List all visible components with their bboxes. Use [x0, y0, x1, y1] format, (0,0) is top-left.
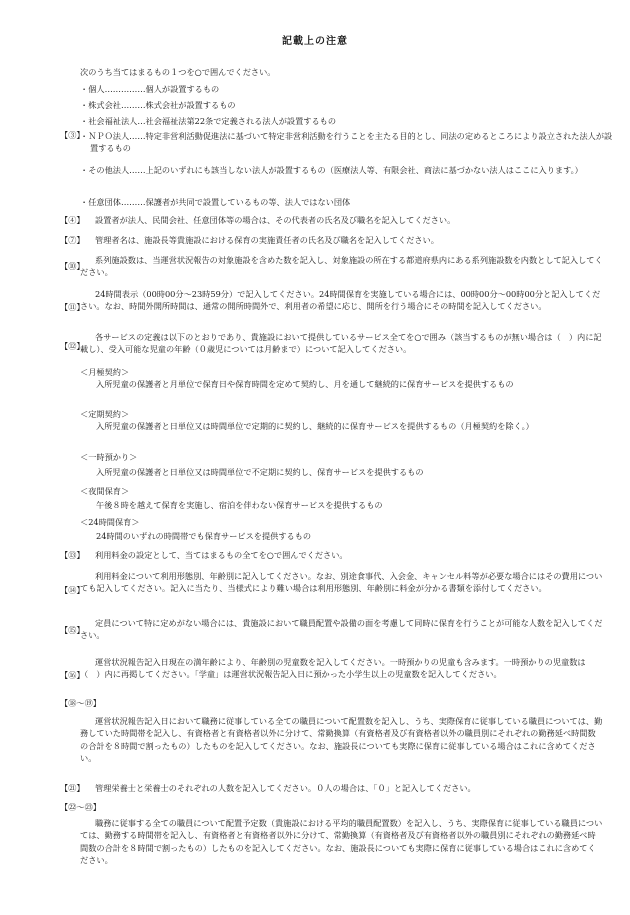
section-16-text: 運営状況報告記入日現在の満年齢により、年齢別の児童数を記入してください。一時預かりの児童も含みます。一時預かりの児童数は（ ）内に再掲してください。「学童」は運営状況報告記入日に預かった小学生以上の児童数を記入してください。 [80, 657, 586, 680]
section-3-item: ・社会福祉法人…社会福祉法第22条で定義される法人が設置するもの [80, 116, 337, 126]
section-label-11: 【⑪】 [60, 302, 85, 312]
section-11-text: 24時間表示（00時00分～23時59分）で記入してください。24時間保育を実施している場合には、00時00分～00時00分と記入してください。なお、時間外開所時間は、通常の開所時間外で、利用者の希望に応じ、開所を行う場合にその時間を記入してください。 [80, 289, 601, 312]
section-3-item: ・任意団体………保護者が共同で設置しているもの等、法人ではない団体 [80, 197, 351, 207]
definition-body: 入所児童の保護者と月単位で保育日や保育時間を定めて契約し、月を通して継続的に保育サービスを提供するもの [96, 379, 514, 389]
section-label-15: 【⑮】 [60, 625, 85, 635]
section-3-item: ・その他法人……上記のいずれにも該当しない法人が設置するもの（医療法人等、有限会社、商法に基づかない法人はここに入ります。） [80, 165, 583, 175]
definition-body: 入所児童の保護者と日単位又は時間単位で不定期に契約し、保育サービスを提供するもの [96, 467, 424, 477]
section-22-23-text: 職務に従事する全ての職員について配置予定数（貴施設における平均的職員配置数）を記入し、うち、実際保育に従事している職員については、勤務する時間帯を記入し、有資格者と有資格者以外に分けて、常勤換算（有資格者及び有資格者以外の職員別にそれぞれの勤務延べ時間数の合計を８時間で割ったもの）したものを記入してください。なお、施設長についても実際に保育に従事している場合はこれに含めてください。 [80, 818, 603, 866]
section-7-text: 管理者名は、施設長等貴施設における保育の実施責任者の氏名及び職名を記入してください。 [95, 235, 439, 245]
definition-heading: ＜定期契約＞ [80, 409, 130, 419]
definition-body: 午後８時を越えて保育を実施し、宿泊を伴わない保育サービスを提供するもの [96, 500, 383, 510]
definition-heading: ＜月極契約＞ [80, 367, 130, 377]
section-21-text: 管理栄養士と栄養士のそれぞれの人数を記入してください。０人の場合は、「０」と記入してください。 [95, 783, 476, 793]
section-label-13: 【⑬】 [60, 550, 85, 560]
section-label-14: 【⑭】 [60, 585, 85, 595]
section-label-22-23: 【㉒～㉓】 [60, 802, 101, 812]
definition-heading: ＜24時間保育＞ [80, 517, 140, 527]
section-label-21: 【㉑】 [60, 783, 85, 793]
section-3-item: ・株式会社………株式会社が設置するもの [80, 100, 236, 110]
section-label-18-19: 【⑱～⑲】 [60, 698, 101, 708]
definition-heading: ＜夜間保育＞ [80, 486, 130, 496]
section-label-12: 【⑫】 [60, 341, 85, 351]
section-14-text: 利用料金について利用形態別、年齢別に記入してください。なお、別途食事代、入会金、キャンセル料等が必要な場合にはその費用についても記入してください。記入に当たり、当様式により難い場合は利用形態別、年齢別に料金が分かる書類を添付してください。 [80, 571, 603, 594]
definition-body: 24時間のいずれの時間帯でも保育サービスを提供するもの [96, 531, 312, 541]
section-18-19-text: 運営状況報告記入日において職務に従事している全ての職員について配置数を記入し、うち、実際保育に従事している職員については、勤務していた時間帯を記入し、有資格者と有資格者以外に分けて、常勤換算（有資格者及び有資格者以外の職員別にそれぞれの勤務延べ時間数の合計を８時間で割ったもの）したものを記入してください。なお、施設長についても実際に保育に従事している場合はこれに含めてください。 [80, 716, 603, 764]
section-label-16: 【⑯】 [60, 670, 85, 680]
section-10-text: 系列施設数は、当運営状況報告の対象施設を含めた数を記入し、対象施設の所在する都道府県内にある系列施設数を内数として記入してください。 [80, 255, 603, 278]
section-label-10: 【⑩】 [60, 261, 85, 271]
section-4-text: 設置者が法人、民間会社、任意団体等の場合は、その代表者の氏名及び職名を記入してください。 [95, 215, 456, 225]
definition-body: 入所児童の保護者と日単位又は時間単位で定期的に契約し、継続的に保育サービスを提供するもの（月極契約を除く。） [96, 421, 534, 431]
definition-heading: ＜一時預かり＞ [80, 452, 138, 462]
section-label-3: 【③】 [60, 130, 85, 140]
section-3-item: ・個人……………個人が設置するもの [80, 84, 220, 94]
section-label-7: 【⑦】 [60, 235, 85, 245]
section-label-4: 【④】 [60, 215, 85, 225]
section-12-text: 各サービスの定義は以下のとおりであり、貴施設において提供しているサービス全てを○で囲み（該当するものが無い場合は（ ）内に記載し）、受入可能な児童の年齢（０歳児については月齢まで）について記入してください。 [80, 332, 602, 355]
section-13-text: 利用料金の設定として、当てはまるもの全てを○で囲んでください。 [95, 550, 348, 560]
document-title: 記載上の注意 [282, 36, 348, 47]
section-3-item: ・ＮＰＯ法人……特定非営利活動促進法に基づいて特定非営利活動を行うことを主たる目的とし、同法の定めるところにより設立された法人が設置するもの [80, 131, 613, 154]
section-3-intro: 次のうち当てはまるもの１つを○で囲んでください。 [80, 67, 276, 77]
section-15-text: 定員について特に定めがない場合には、貴施設において職員配置や設備の面を考慮して同時に保育を行うことが可能な人数を記入してください。 [80, 618, 603, 641]
